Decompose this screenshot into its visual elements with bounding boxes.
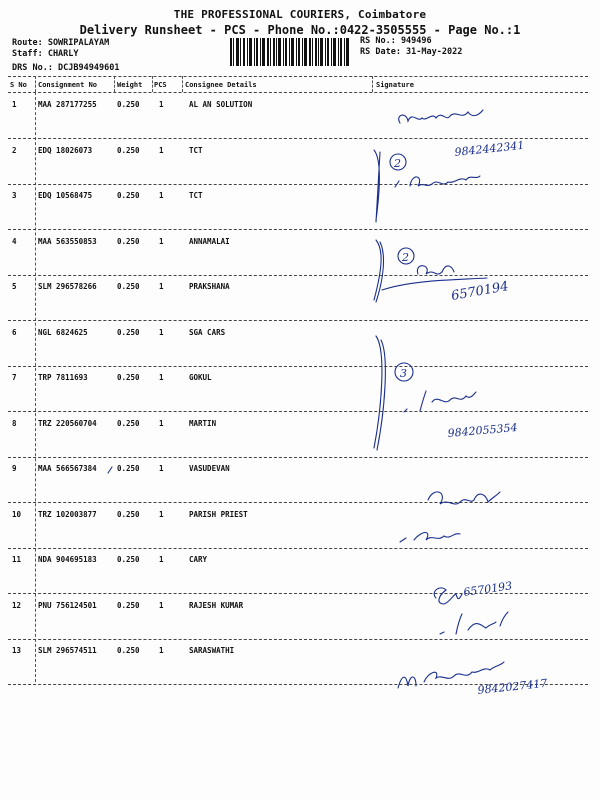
row-separator <box>8 138 588 139</box>
row-consignment-no: PNU 756124501 <box>38 600 97 610</box>
route-label: Route: SOWRIPALAYAM <box>12 38 110 48</box>
column-divider <box>35 76 36 92</box>
row-sno: 8 <box>12 418 17 428</box>
row-weight: 0.250 <box>117 236 140 246</box>
row-consignee: SARASWATHI <box>189 646 235 655</box>
col-header-consignee: Consignee Details <box>185 81 257 89</box>
row-consignment-no: SLM 296578266 <box>38 282 97 291</box>
row-sno: 13 <box>12 646 22 655</box>
column-divider <box>182 76 183 92</box>
row-weight: 0.250 <box>117 373 140 382</box>
drs-number: DRS No.: DCJB94949601 <box>12 63 120 73</box>
row-separator <box>8 593 588 594</box>
col-header-sno: S No <box>10 81 27 89</box>
row-pcs: 1 <box>159 646 164 655</box>
rs-date: RS Date: 31-May-2022 <box>360 47 463 57</box>
row-pcs: 1 <box>159 464 164 473</box>
row-consignee: MARTIN <box>189 418 217 428</box>
handwritten-group-number: 3 <box>400 367 407 380</box>
row-sno: 4 <box>12 236 17 246</box>
row-pcs: 1 <box>159 145 164 155</box>
column-divider <box>114 76 115 92</box>
row-consignment-no: SLM 296574511 <box>38 646 97 655</box>
table-top-rule <box>8 76 588 77</box>
row-consignment-no: MAA 287177255 <box>38 100 97 109</box>
col-header-signature: Signature <box>376 81 414 89</box>
row-sno: 1 <box>12 100 17 109</box>
row-consignment-no: MAA 563550853 <box>38 236 97 246</box>
row-pcs: 1 <box>159 600 164 610</box>
row-pcs: 1 <box>159 282 164 291</box>
row-consignment-no: MAA 566567384 <box>38 464 97 473</box>
row-separator <box>8 639 588 640</box>
row-sno: 2 <box>12 145 17 155</box>
row-consignee: PRAKSHANA <box>189 282 230 291</box>
row-sno: 9 <box>12 464 17 473</box>
row-consignment-no: NGL 6824625 <box>38 327 88 337</box>
row-separator <box>8 275 588 276</box>
row-sno: 3 <box>12 191 17 200</box>
row-weight: 0.250 <box>117 418 140 428</box>
handwritten-phone: 9842055354 <box>447 420 518 440</box>
row-pcs: 1 <box>159 327 164 337</box>
row-pcs: 1 <box>159 509 164 519</box>
row-consignee: AL AN SOLUTION <box>189 100 253 109</box>
row-consignee: TCT <box>189 145 203 155</box>
row-consignee: TCT <box>189 191 203 200</box>
row-separator <box>8 684 588 685</box>
row-separator <box>8 366 588 367</box>
row-separator <box>8 457 588 458</box>
row-separator <box>8 502 588 503</box>
row-sno: 7 <box>12 373 17 382</box>
row-pcs: 1 <box>159 191 164 200</box>
row-weight: 0.250 <box>117 191 140 200</box>
row-consignee: RAJESH KUMAR <box>189 600 244 610</box>
document-subtitle: Delivery Runsheet - PCS - Phone No.:0422-3505555 - Page No.:1 <box>79 23 521 37</box>
handwritten-group-number: 2 <box>394 157 401 170</box>
staff-label: Staff: CHARLY <box>12 49 79 59</box>
barcode-icon <box>230 38 350 66</box>
handwritten-group-number: 2 <box>402 251 409 264</box>
row-pcs: 1 <box>159 373 164 382</box>
rs-number: RS No.: 949496 <box>360 36 432 46</box>
row-weight: 0.250 <box>117 327 140 337</box>
row-sno: 11 <box>12 555 22 564</box>
row-weight: 0.250 <box>117 145 140 155</box>
row-pcs: 1 <box>159 100 164 109</box>
row-weight: 0.250 <box>117 600 140 610</box>
row-weight: 0.250 <box>117 282 140 291</box>
col-header-pcs: PCS <box>154 81 167 89</box>
table-header-rule <box>8 92 588 93</box>
row-weight: 0.250 <box>117 555 140 564</box>
col-header-weight: Weight <box>117 81 143 89</box>
row-consignment-no: NDA 904695183 <box>38 555 97 564</box>
row-pcs: 1 <box>159 555 164 564</box>
row-consignment-no: TRZ 102003877 <box>38 509 97 519</box>
row-consignee: PARISH PRIEST <box>189 509 248 519</box>
row-pcs: 1 <box>159 236 164 246</box>
row-separator <box>8 184 588 185</box>
row-separator <box>8 229 588 230</box>
row-weight: 0.250 <box>117 464 140 473</box>
row-consignment-no: TRZ 220560704 <box>38 418 97 428</box>
row-consignee: VASUDEVAN <box>189 464 230 473</box>
row-consignment-no: EDQ 18026073 <box>38 145 93 155</box>
row-weight: 0.250 <box>117 509 140 519</box>
handwritten-phone: 6570194 <box>450 279 510 304</box>
row-sno: 10 <box>12 509 22 519</box>
document-title: THE PROFESSIONAL COURIERS, Coimbatore <box>173 8 427 21</box>
column-divider <box>372 76 373 92</box>
row-sno: 6 <box>12 327 17 337</box>
row-sno: 12 <box>12 600 22 610</box>
row-separator <box>8 411 588 412</box>
row-weight: 0.250 <box>117 646 140 655</box>
row-consignee: CARY <box>189 555 208 564</box>
row-consignee: SGA CARS <box>189 327 226 337</box>
row-separator <box>8 320 588 321</box>
row-sno: 5 <box>12 282 17 291</box>
row-weight: 0.250 <box>117 100 140 109</box>
row-consignment-no: EDQ 10568475 <box>38 191 93 200</box>
row-consignee: ANNAMALAI <box>189 236 230 246</box>
handwritten-phone: 6570193 <box>462 579 513 599</box>
row-consignee: GOKUL <box>189 373 212 382</box>
column-divider <box>152 76 153 92</box>
col-header-consignment: Consignment No <box>38 81 98 89</box>
handwritten-phone: 9842442341 <box>453 138 525 159</box>
row-separator <box>8 548 588 549</box>
row-pcs: 1 <box>159 418 164 428</box>
row-consignment-no: TRP 7811693 <box>38 373 88 382</box>
handwritten-phone: 9842027417 <box>476 676 548 697</box>
